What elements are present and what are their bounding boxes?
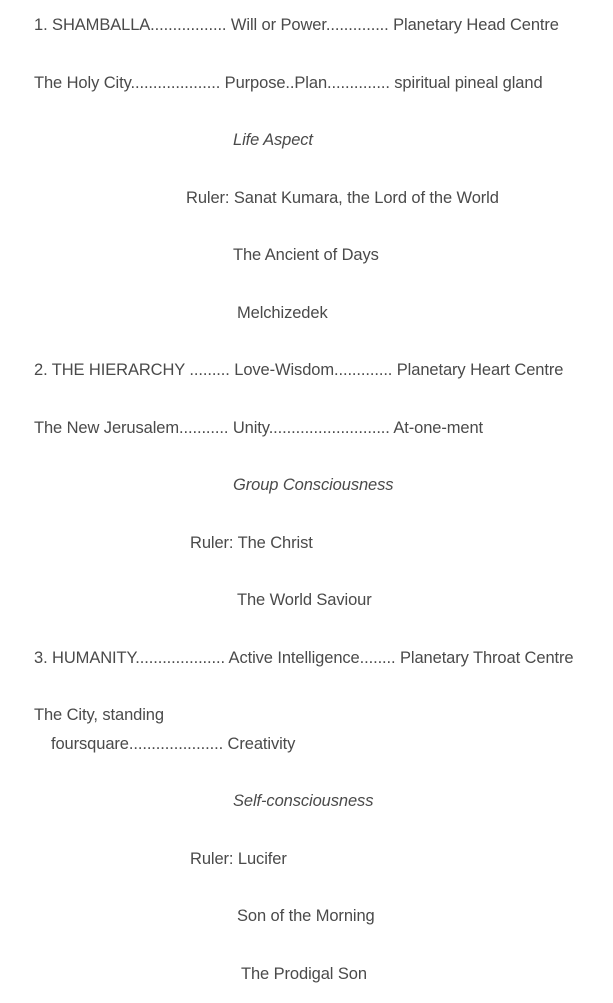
- section-3-heading: 3. HUMANITY.................... Active Intelligence........ Planetary Throat Centre: [34, 649, 574, 667]
- section-3-ruler: Ruler: Lucifer: [190, 850, 287, 868]
- section-1-heading: 1. SHAMBALLA................. Will or Power.............. Planetary Head Centre: [34, 16, 559, 34]
- section-2-heading: 2. THE HIERARCHY ......... Love-Wisdom............. Planetary Heart Centre: [34, 361, 564, 379]
- section-1-title-2: Melchizedek: [237, 304, 328, 322]
- section-3-subline: The City, standing: [34, 706, 164, 724]
- section-1-subline: The Holy City.................... Purpose..Plan.............. spiritual pineal gland: [34, 74, 543, 92]
- section-3-subline-continued: foursquare..................... Creativity: [51, 735, 296, 753]
- section-3-aspect: Self-consciousness: [233, 792, 374, 810]
- section-2-title-1: The World Saviour: [237, 591, 372, 609]
- section-2-subline: The New Jerusalem........... Unity........................... At-one-ment: [34, 419, 484, 437]
- section-1-aspect: Life Aspect: [233, 131, 313, 149]
- section-3-title-2: The Prodigal Son: [241, 965, 367, 983]
- section-3-title-1: Son of the Morning: [237, 907, 375, 925]
- section-2-ruler: Ruler: The Christ: [190, 534, 313, 552]
- section-1-title-1: The Ancient of Days: [233, 246, 379, 264]
- section-1-ruler: Ruler: Sanat Kumara, the Lord of the World: [186, 189, 499, 207]
- section-2-aspect: Group Consciousness: [233, 476, 394, 494]
